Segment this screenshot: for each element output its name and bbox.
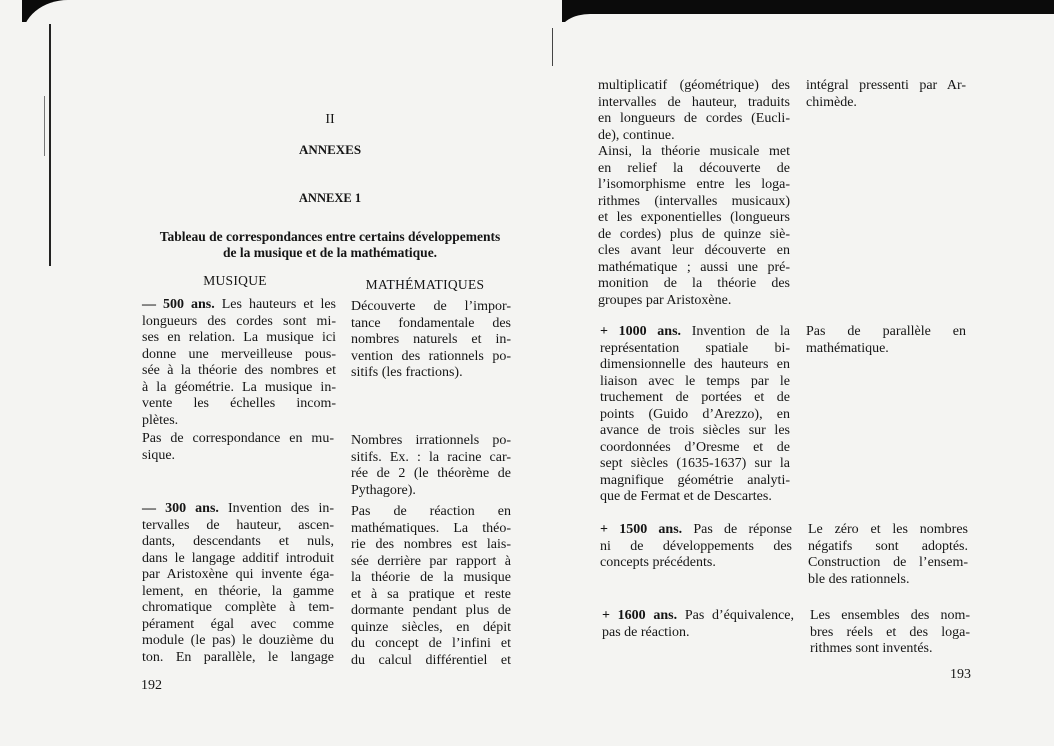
music-entry-no-correspondence: Pas de correspondance en mu- sique. [142,431,334,463]
table-title-line-2: de la musique et de la mathématique. [222,245,438,260]
book-fold [552,28,553,66]
math-entry-minus-300: Pas de réaction en mathématiques. La théo- rie des nombres est lais- sée derrière par rapport à la théorie de la musique et à sa pratique et reste dormante pendant plus de quinze siècles, en dépit du concept de l’infini et du calcul différentiel et [351,504,511,668]
math-entry-continuation: intégral pressenti par Ar- chimède. [806,78,966,110]
chapter-number: II [325,112,335,127]
math-entry-plus-1500: Le zéro et les nombres négatifs sont adoptés. Construction de l’ensem- ble des rationnels. [808,522,968,587]
page-number-left: 192 [141,678,162,693]
annex-heading: ANNEXE 1 [298,191,362,205]
music-entry-plus-1000: + 1000 ans. Invention de la représentation spatiale bi- dimensionnelle des hauteurs en liaison avec le temps par le truchement de portées et de points (Guido d’Arezzo), en avance de trois siècles sur les coordonnées d’Oresme et de sept siècles (1635-1637) sur la magnifique géométrie analyti- que de Fermat et de Descartes. [600,324,790,504]
section-heading: ANNEXES [298,142,362,157]
music-entry-minus-500: — 500 ans. Les hauteurs et les longueurs des cordes sont mi- ses en relation. La musique ici donne une merveilleuse pous- sée à la théorie des nombres et à la géométrie. La musique in- vente les échelles incom- plètes. [142,297,337,428]
binding-line-faint [44,96,45,156]
page-edge-right [560,14,1054,44]
page-number-right: 193 [950,667,971,682]
table-title-line-1: Tableau de correspondances entre certains développements [159,229,501,244]
math-entry-irrational: Nombres irrationnels po- sitifs. Ex. : la racine car- rée de 2 (le théorème de Pythagore). [351,433,511,498]
math-entry-minus-500: Découverte de l’impor- tance fondamentale des nombres naturels et in- vention des rationnels po- sitifs (les fractions). [351,299,511,380]
music-entry-plus-1500: + 1500 ans. Pas de réponse ni de développements des concepts précédents. [600,522,793,570]
math-entry-plus-1600: Les ensembles des nom- bres réels et des loga- rithmes sont inventés. [810,608,970,656]
column-header-mathematiques: MATHÉMATIQUES [365,277,485,292]
music-entry-minus-300: — 300 ans. Invention des in- tervalles de hauteur, ascen- dants, descendants et nuls, dans le langage additif introduit par Aristoxène qui invente éga- lement, en théorie, la gamme chromatique complète à tem- pérament égal avec comme module (le pas) le douzième du ton. En parallèle, le langage [142,501,334,665]
math-entry-plus-1000: Pas de parallèle en mathématique. [806,324,966,356]
page-edge-left [22,0,562,40]
binding-line [49,24,51,266]
music-entry-continuation: multiplicatif (géométrique) des intervalles de hauteur, traduits en longueurs de cordes (Eucli- de), continue. Ainsi, la théorie musicale met en relief la découverte de l’isomorphisme entre les loga- rithmes (intervalles musicaux) et les exponentielles (longueurs de cordes) plus de quinze siè- cles avant leur découverte en mathématique ; aussi une pré- monition de la théorie des groupes par Aristoxène. [598,78,790,308]
music-entry-plus-1600: + 1600 ans. Pas d’équivalence, pas de réaction. [602,608,794,640]
column-header-musique: MUSIQUE [203,273,267,288]
scan-left-edge [0,0,22,746]
